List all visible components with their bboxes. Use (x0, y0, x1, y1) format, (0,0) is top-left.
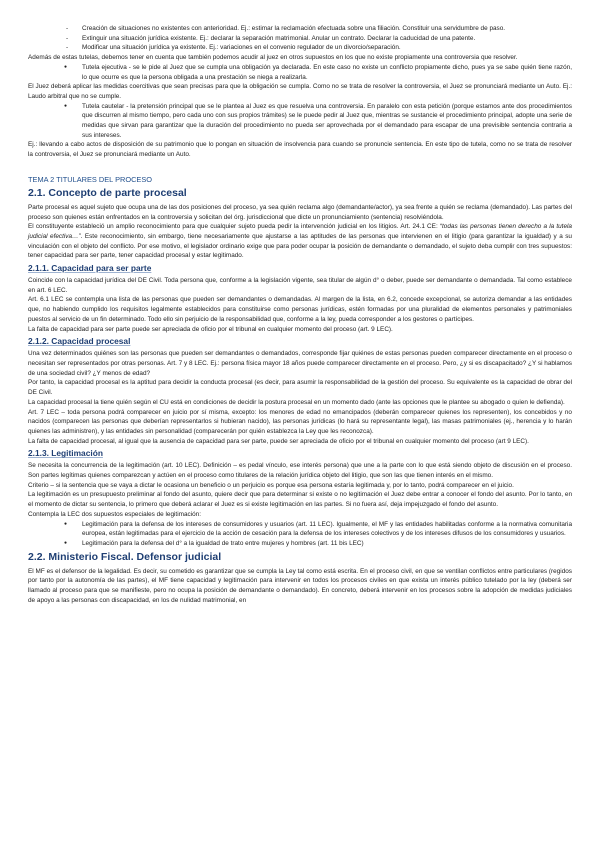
chapter-title: TEMA 2 TITULARES DEL PROCESO (28, 174, 153, 184)
bullet-list (28, 63, 572, 82)
text-run: . Este reconocimiento, sin embargo, tiene necesariamente que ajustarse a las aptitudes de las personas que intervienen en el litigio (para garantizar la igualdad) y a su vinculación con el objeto del conflicto. Por ese motivo, el legislador ordinario exige que para poder ocupar la posición de demandante o demandado, el sujeto deba cumplir con tres supuestos: tener capacidad para ser parte, tener capacidad procesal y estar legitimado. (28, 232, 572, 260)
list-item: ● Legitimación para la defensa del d° a la igualdad de trato entre mujeres y hombres (art. 11 bis LEC) (28, 539, 572, 549)
list-item: - Extinguir una situación jurídica existente. Ej.: declarar la separación matrimonial. Anular un contrato. Declarar la caducidad de una patente. (28, 34, 572, 44)
paragraph: Por tanto, la capacidad procesal es la aptitud para decidir la conducta procesal (es decir, para asumir la responsabilidad de la gestión del proceso. Su equivalente es la capacidad de obrar del DE Civil. (28, 379, 572, 397)
bullet-list (28, 520, 572, 549)
quote: “todas las personas tienen derecho a la tutela judicial efectiva…” (28, 223, 572, 240)
bullet-list (28, 102, 572, 141)
list-item: ● Tutela ejecutiva - se le pide al Juez que se cumpla una obligación ya declarada. En este caso no existe un conflicto propiamente dicho, pues ya se sabe quién tiene razón, lo que ocurre es que la persona obligada a una prestación se niega a realizarla. (28, 63, 572, 82)
dash-list (28, 24, 572, 53)
paragraph: Parte procesal es aquel sujeto que ocupa una de las dos posiciones del proceso, ya sea quién reclama algo (demandante/actor), ya sea frente a quién se reclama (demandado). Las partes del proceso son quienes están enfrentados en la controversia y solicitan del órg. jurisdiccional que dicte un pronunciamiento (sentencia) resolviéndola. (28, 203, 572, 221)
paragraph: La capacidad procesal la tiene quién según el CU está en condiciones de decidir la postura procesal en un momento dado (ante las opciones que le plantee su abogado o quien le defienda). (28, 398, 565, 406)
paragraph: La legitimación es un presupuesto preliminar al fondo del asunto, quiere decir que para determinar si existe o no legitimación el Juez debe entrar a conocer el fondo del asunto. Por lo tanto, en el momento de dictar su sentencia, lo primero que deberá aclarar el Juez es si existe legitimación en las partes. Si no fuera así, deja impejuzgado el fondo del asunto. (28, 491, 572, 509)
paragraph: La falta de capacidad para ser parte puede ser apreciada de oficio por el tribunal en cualquier momento del proceso (art. 9 LEC). (28, 325, 393, 333)
paragraph: Criterio – si la sentencia que se vaya a dictar le ocasiona un beneficio o un perjuicio es porque esa persona estaría legitimada y, por lo tanto, podrá comparecer en el juicio. (28, 481, 514, 489)
paragraph: Se necesita la concurrencia de la legitimación (art. 10 LEC). Definición – es pedal vínculo, ese interés persona) que une a la parte con lo que está siendo objeto de discusión en el proceso. Son partes legítimas quienes comparezcan y actúen en el proceso como titulares de la relación jurídica objeto del litigio, que son las que tienen interés en el mismo. (28, 462, 572, 480)
paragraph: Art. 7 LEC – toda persona podrá comparecer en juicio por sí misma, excepto: los menores de edad no emancipados (deberán comparecer quienes los representen), los concebidos y no nacidos (comparecen las personas que deberían representarlos si hubieran nacido), las personas jurídicas (lo hará su representante legal), las masas patrimoniales (ej., herencia y lo harán quienes las administren), y las entidades sin personalidad (comparecerán por quién establezca la Ley que les reconozca). (28, 408, 572, 435)
paragraph: Una vez determinados quiénes son las personas que pueden ser demandantes o demandados, corresponde fijar quiénes de estas personas pueden comparecer directamente en el proceso o necesitan ser representados por otras personas. Art. 7 y 8 LEC. Ej.: persona física mayor 18 años puede comparecer directamente en el proceso. Pero, ¿y si es discapacitado? ¿Y si hablamos de una sociedad civil? ¿Y menos de edad? (28, 350, 572, 377)
section-heading: 2.2. Ministerio Fiscal. Defensor judicial (28, 550, 222, 563)
paragraph: Contempla la LEC dos supuestos especiales de legitimación: (28, 510, 201, 518)
list-item: - Creación de situaciones no existentes con anterioridad. Ej.: estimar la reclamación efectuada sobre una filiación. Constituir una servidumbre de paso. (28, 24, 572, 34)
section-heading: 2.1. Concepto de parte procesal (28, 186, 187, 199)
paragraph: El Juez deberá aplicar las medidas coercitivas que sean precisas para que la obligación se cumpla. Como no se trata de resolver la controversia, el Juez se pronunciará mediante un Auto. Ej.: Laudo arbitral que no se cumple. (28, 83, 572, 100)
paragraph: El MF es el defensor de la legalidad. Es decir, su cometido es garantizar que se cumpla la Ley tal como está escrita. En el proceso civil, en que se ventilan conflictos entre particulares (regidos por tanto por la autonomía de las partes), el MF tiene capacidad y legitimación para intervenir en todos los procesos civiles en que exista un interés público tutelado por la ley (deberá ser llamado al proceso para que se manifieste, pero no ocupa la posición de demandante o demandado). En concreto, deberá intervenir en los procesos sobre la adopción de medidas judiciales de apoyo a las personas con discapacidad, en los de nulidad matrimonial, en (28, 567, 572, 604)
paragraph: Art. 6.1 LEC se contempla una lista de las personas que pueden ser demandantes o demandadas. Al margen de la lista, en 6.2, concede excepcional, se autoriza demandar a las entidades que, no habiendo cumplido los requisitos legalmente establecidos para constituirse como personas jurídicas, estén formadas por una pluralidad de elementos personales y patrimoniales puestos al servicio de un fin determinado. Todo ello sin perjuicio de la responsabilidad que, conforme a la ley, pueda corresponder a los gestores o partícipes. (28, 296, 572, 323)
text-run: El constituyente estableció un amplio reconocimiento para que cualquier sujeto pueda pedir la intervención judicial en los litigios. Art. 24.1 CE: (28, 223, 440, 231)
subsection-heading: 2.1.3. Legitimación (28, 448, 103, 459)
paragraph: Coincide con la capacidad jurídica del DE Civil. Toda persona que, conforme a la legislación vigente, sea titular de algún d° o deber, puede ser demandante o demandada. Tal como establece en art. 6 LEC. (28, 277, 572, 294)
paragraph: La falta de capacidad procesal, al igual que la ausencia de capacidad para ser parte, puede ser apreciada de oficio por el tribunal en cualquier momento del proceso (art 9 LEC). (28, 437, 529, 445)
paragraph: Además de estas tutelas, debemos tener en cuenta que también podemos acudir al juez en otros supuestos en los que no existe propiamente una controversia que resolver. (28, 54, 518, 62)
list-item: ● Legitimación para la defensa de los intereses de consumidores y usuarios (art. 11 LEC). Igualmente, el MF y las entidades habilitadas conforme a la normativa comunitaria europea, están legitimadas para el ejercicio de la acción de cesación para la defensa de los intereses colectivos y de los intereses difusos de los consumidores y usuarios. (28, 520, 572, 539)
list-item: - Modificar una situación jurídica ya existente. Ej.: variaciones en el convenio regulador de un divorcio/separación. (28, 43, 572, 53)
paragraph (28, 222, 572, 261)
paragraph: Ej.: llevando a cabo actos de disposición de su patrimonio que lo pongan en situación de insolvencia para cuando se pronuncie sentencia. En este tipo de tutela, como no se trata de resolver la controversia, el Juez se pronunciará mediante un Auto. (28, 141, 572, 159)
subsection-heading: 2.1.1. Capacidad para ser parte (28, 263, 152, 274)
list-item: ● Tutela cautelar - la pretensión principal que se le plantea al Juez es que resuelva una controversia. En paralelo con esta petición (porque estamos ante dos procedimientos que discurren al mismo tiempo, pero cada uno con sus propios trámites) se le puede pedir al Juez que, mientras se sustancie el procedimiento principal, adopte una serie de medidas que sirvan para garantizar que la duración del procedimiento no pueda ser aprovechada por el demandado para escapar de una previsible sentencia contraria a sus intereses. (28, 102, 572, 141)
subsection-heading: 2.1.2. Capacidad procesal (28, 336, 131, 347)
